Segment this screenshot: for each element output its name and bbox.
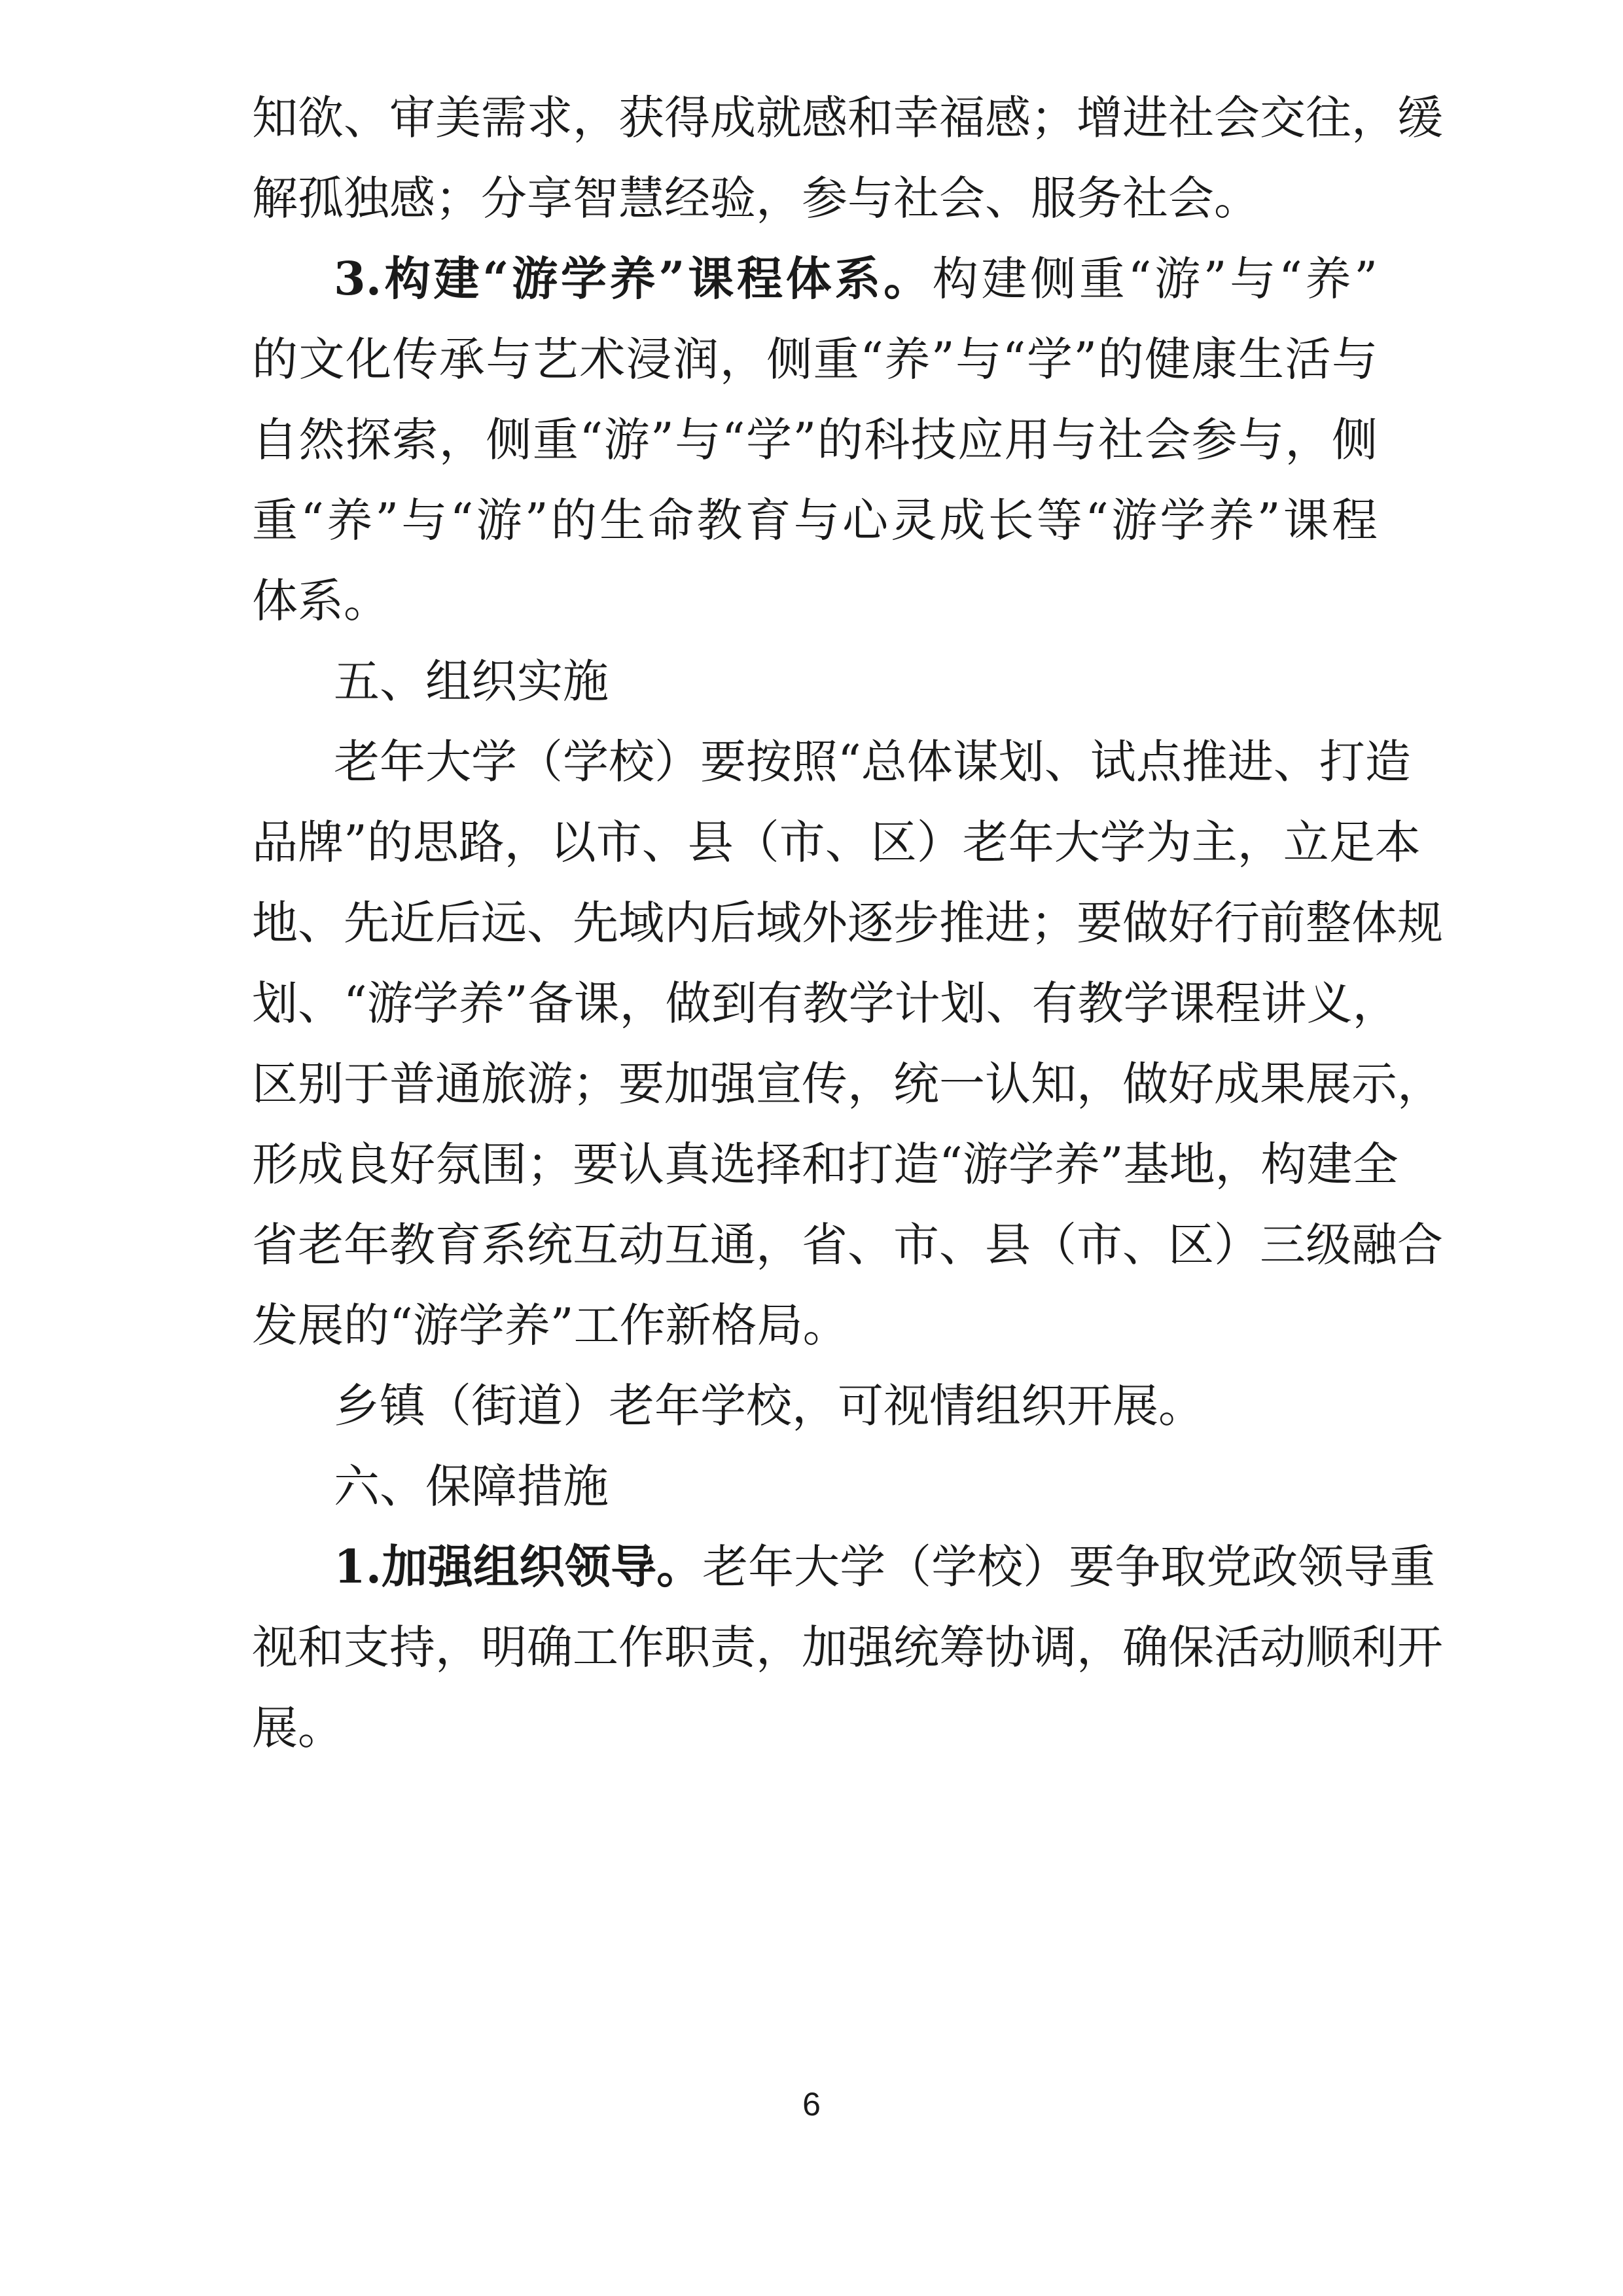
para-5-first-line: 老年大学（学校）要按照“总体谋划、试点推进、打造: [334, 735, 1411, 789]
body-line: 解孤独感；分享智慧经验，参与社会、服务社会。: [252, 171, 1260, 225]
body-line: 区别于普通旅游；要加强宣传，统一认知，做好成果展示，: [252, 1057, 1443, 1111]
body-line: 体系。: [252, 574, 389, 628]
item-3-title: 3.构建“游学养”课程体系。: [334, 251, 933, 306]
item-1-title: 1.加强组织领导。: [334, 1539, 703, 1594]
item-1-paragraph: [334, 1537, 1436, 1596]
body-line: 自然探索，侧重“游”与“学”的科技应用与社会参与，侧: [252, 413, 1378, 467]
section-heading-6: 六、保障措施: [334, 1460, 609, 1513]
item-3-text: 构建侧重“游”与“养”: [932, 252, 1378, 306]
body-line: 展。: [252, 1701, 344, 1755]
body-line: 省老年教育系统互动互通，省、市、县（市、区）三级融合: [252, 1218, 1443, 1272]
body-line: 划、“游学养”备课，做到有教学计划、有教学课程讲义，: [252, 977, 1399, 1030]
body-line: 地、先近后远、先域内后域外逐步推进；要做好行前整体规: [252, 896, 1443, 950]
body-line: 重“养”与“游”的生命教育与心灵成长等“游学养”课程: [252, 493, 1378, 547]
page-number: 6: [802, 2086, 821, 2123]
item-1-text: 老年大学（学校）要争取党政领导重: [702, 1540, 1436, 1594]
para-town: 乡镇（街道）老年学校，可视情组织开展。: [334, 1379, 1204, 1433]
section-heading-5: 五、组织实施: [334, 655, 609, 708]
body-line: 知欲、审美需求，获得成就感和幸福感；增进社会交往，缓: [252, 91, 1443, 145]
body-line: 品牌”的思路，以市、县（市、区）老年大学为主，立足本: [252, 816, 1421, 869]
body-line: 形成良好氛围；要认真选择和打造“游学养”基地，构建全: [252, 1138, 1399, 1191]
item-3-paragraph: [334, 249, 1378, 308]
body-line: 视和支持，明确工作职责，加强统筹协调，确保活动顺利开: [252, 1621, 1443, 1674]
body-line: 发展的“游学养”工作新格局。: [252, 1299, 849, 1352]
body-line: 的文化传承与艺术浸润，侧重“养”与“学”的健康生活与: [252, 332, 1378, 386]
